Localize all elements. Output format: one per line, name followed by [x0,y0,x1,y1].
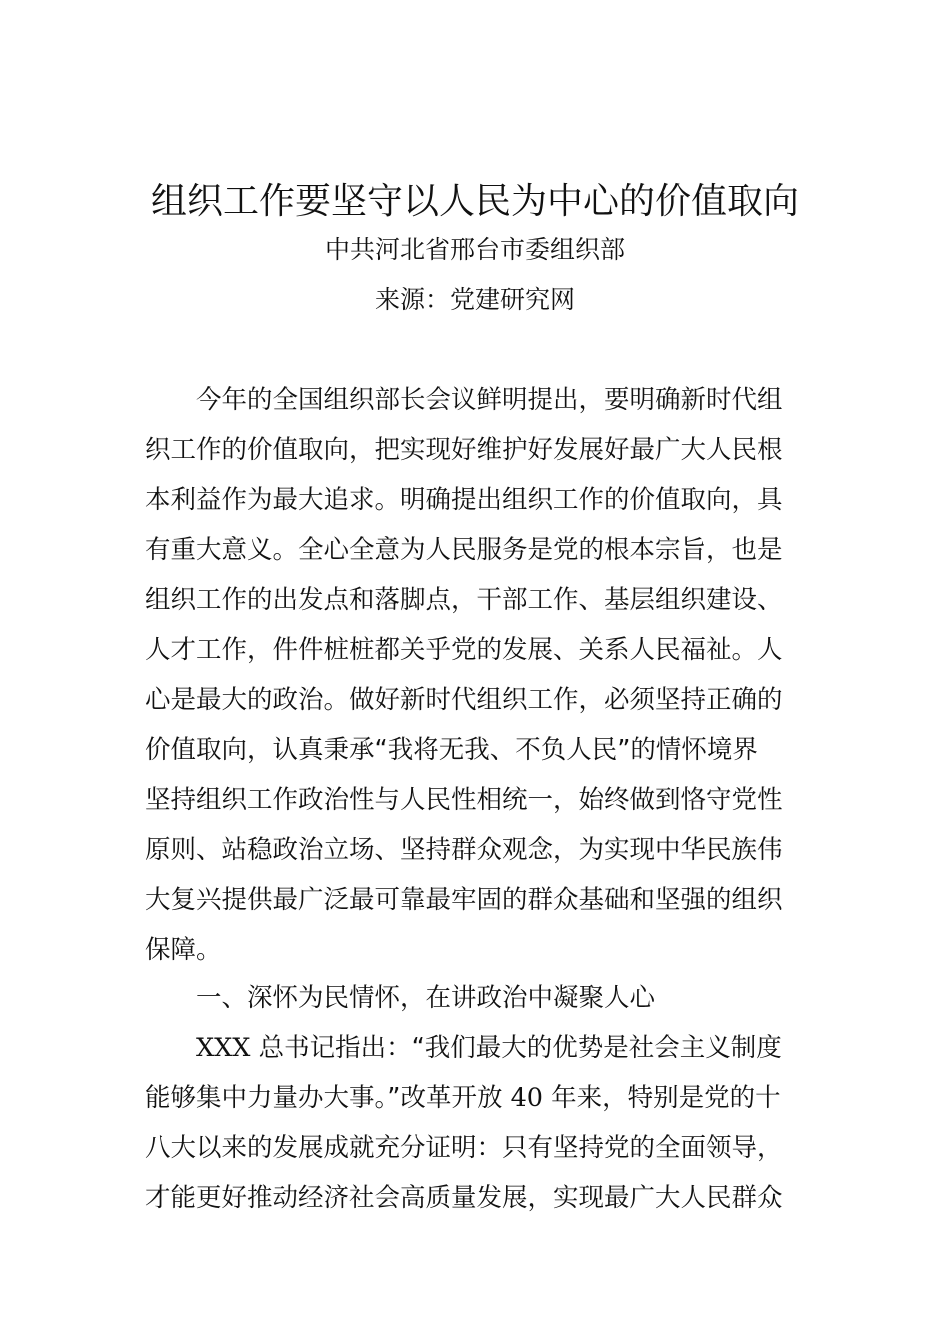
document-source: 来源：党建研究网 [374,285,575,314]
paragraph-line: 组织工作的出发点和落脚点，干部工作、基层组织建设、 [145,585,783,615]
section-heading: 一、深怀为民情怀，在讲政治中凝聚人心 [196,983,656,1013]
paragraph-line: 价值取向，认真秉承“我将无我、不负人民”的情怀境界 [145,735,758,765]
paragraph-text: 能够集中力量办大事。”改革开放 [145,1083,511,1113]
paragraph-line [145,1076,781,1120]
paragraph-line: 坚持组织工作政治性与人民性相统一，始终做到恪守党性 [145,785,783,815]
paragraph-line: 有重大意义。全心全意为人民服务是党的根本宗旨，也是 [145,535,783,565]
paragraph-line: 原则、站稳政治立场、坚持群众观念，为实现中华民族伟 [145,835,783,865]
paragraph-line: 今年的全国组织部长会议鲜明提出，要明确新时代组 [196,385,783,415]
paragraph-text: 总书记指出：“我们最大的优势是社会主义制度 [250,1033,782,1063]
name-placeholder: XXX [196,1033,251,1063]
paragraph-line [196,1026,782,1070]
paragraph-line: 大复兴提供最广泛最可靠最牢固的群众基础和坚强的组织 [145,885,783,915]
paragraph-line: 保障。 [145,935,222,965]
paragraph-line: 人才工作，件件桩桩都关乎党的发展、关系人民福祉。人 [145,635,783,665]
paragraph-line: 织工作的价值取向，把实现好维护好发展好最广大人民根 [145,435,783,465]
document-title: 组织工作要坚守以人民为中心的价值取向 [150,181,799,222]
year-number: 40 [510,1083,544,1113]
paragraph-line: 八大以来的发展成就充分证明：只有坚持党的全面领导， [145,1133,783,1163]
paragraph-line: 才能更好推动经济社会高质量发展，实现最广大人民群众 [145,1183,783,1213]
paragraph-line: 本利益作为最大追求。明确提出组织工作的价值取向，具 [145,485,783,515]
paragraph-text: 年来，特别是党的十 [543,1083,781,1113]
document-author: 中共河北省邢台市委组织部 [324,235,625,264]
paragraph-line: 心是最大的政治。做好新时代组织工作，必须坚持正确的 [145,685,783,715]
